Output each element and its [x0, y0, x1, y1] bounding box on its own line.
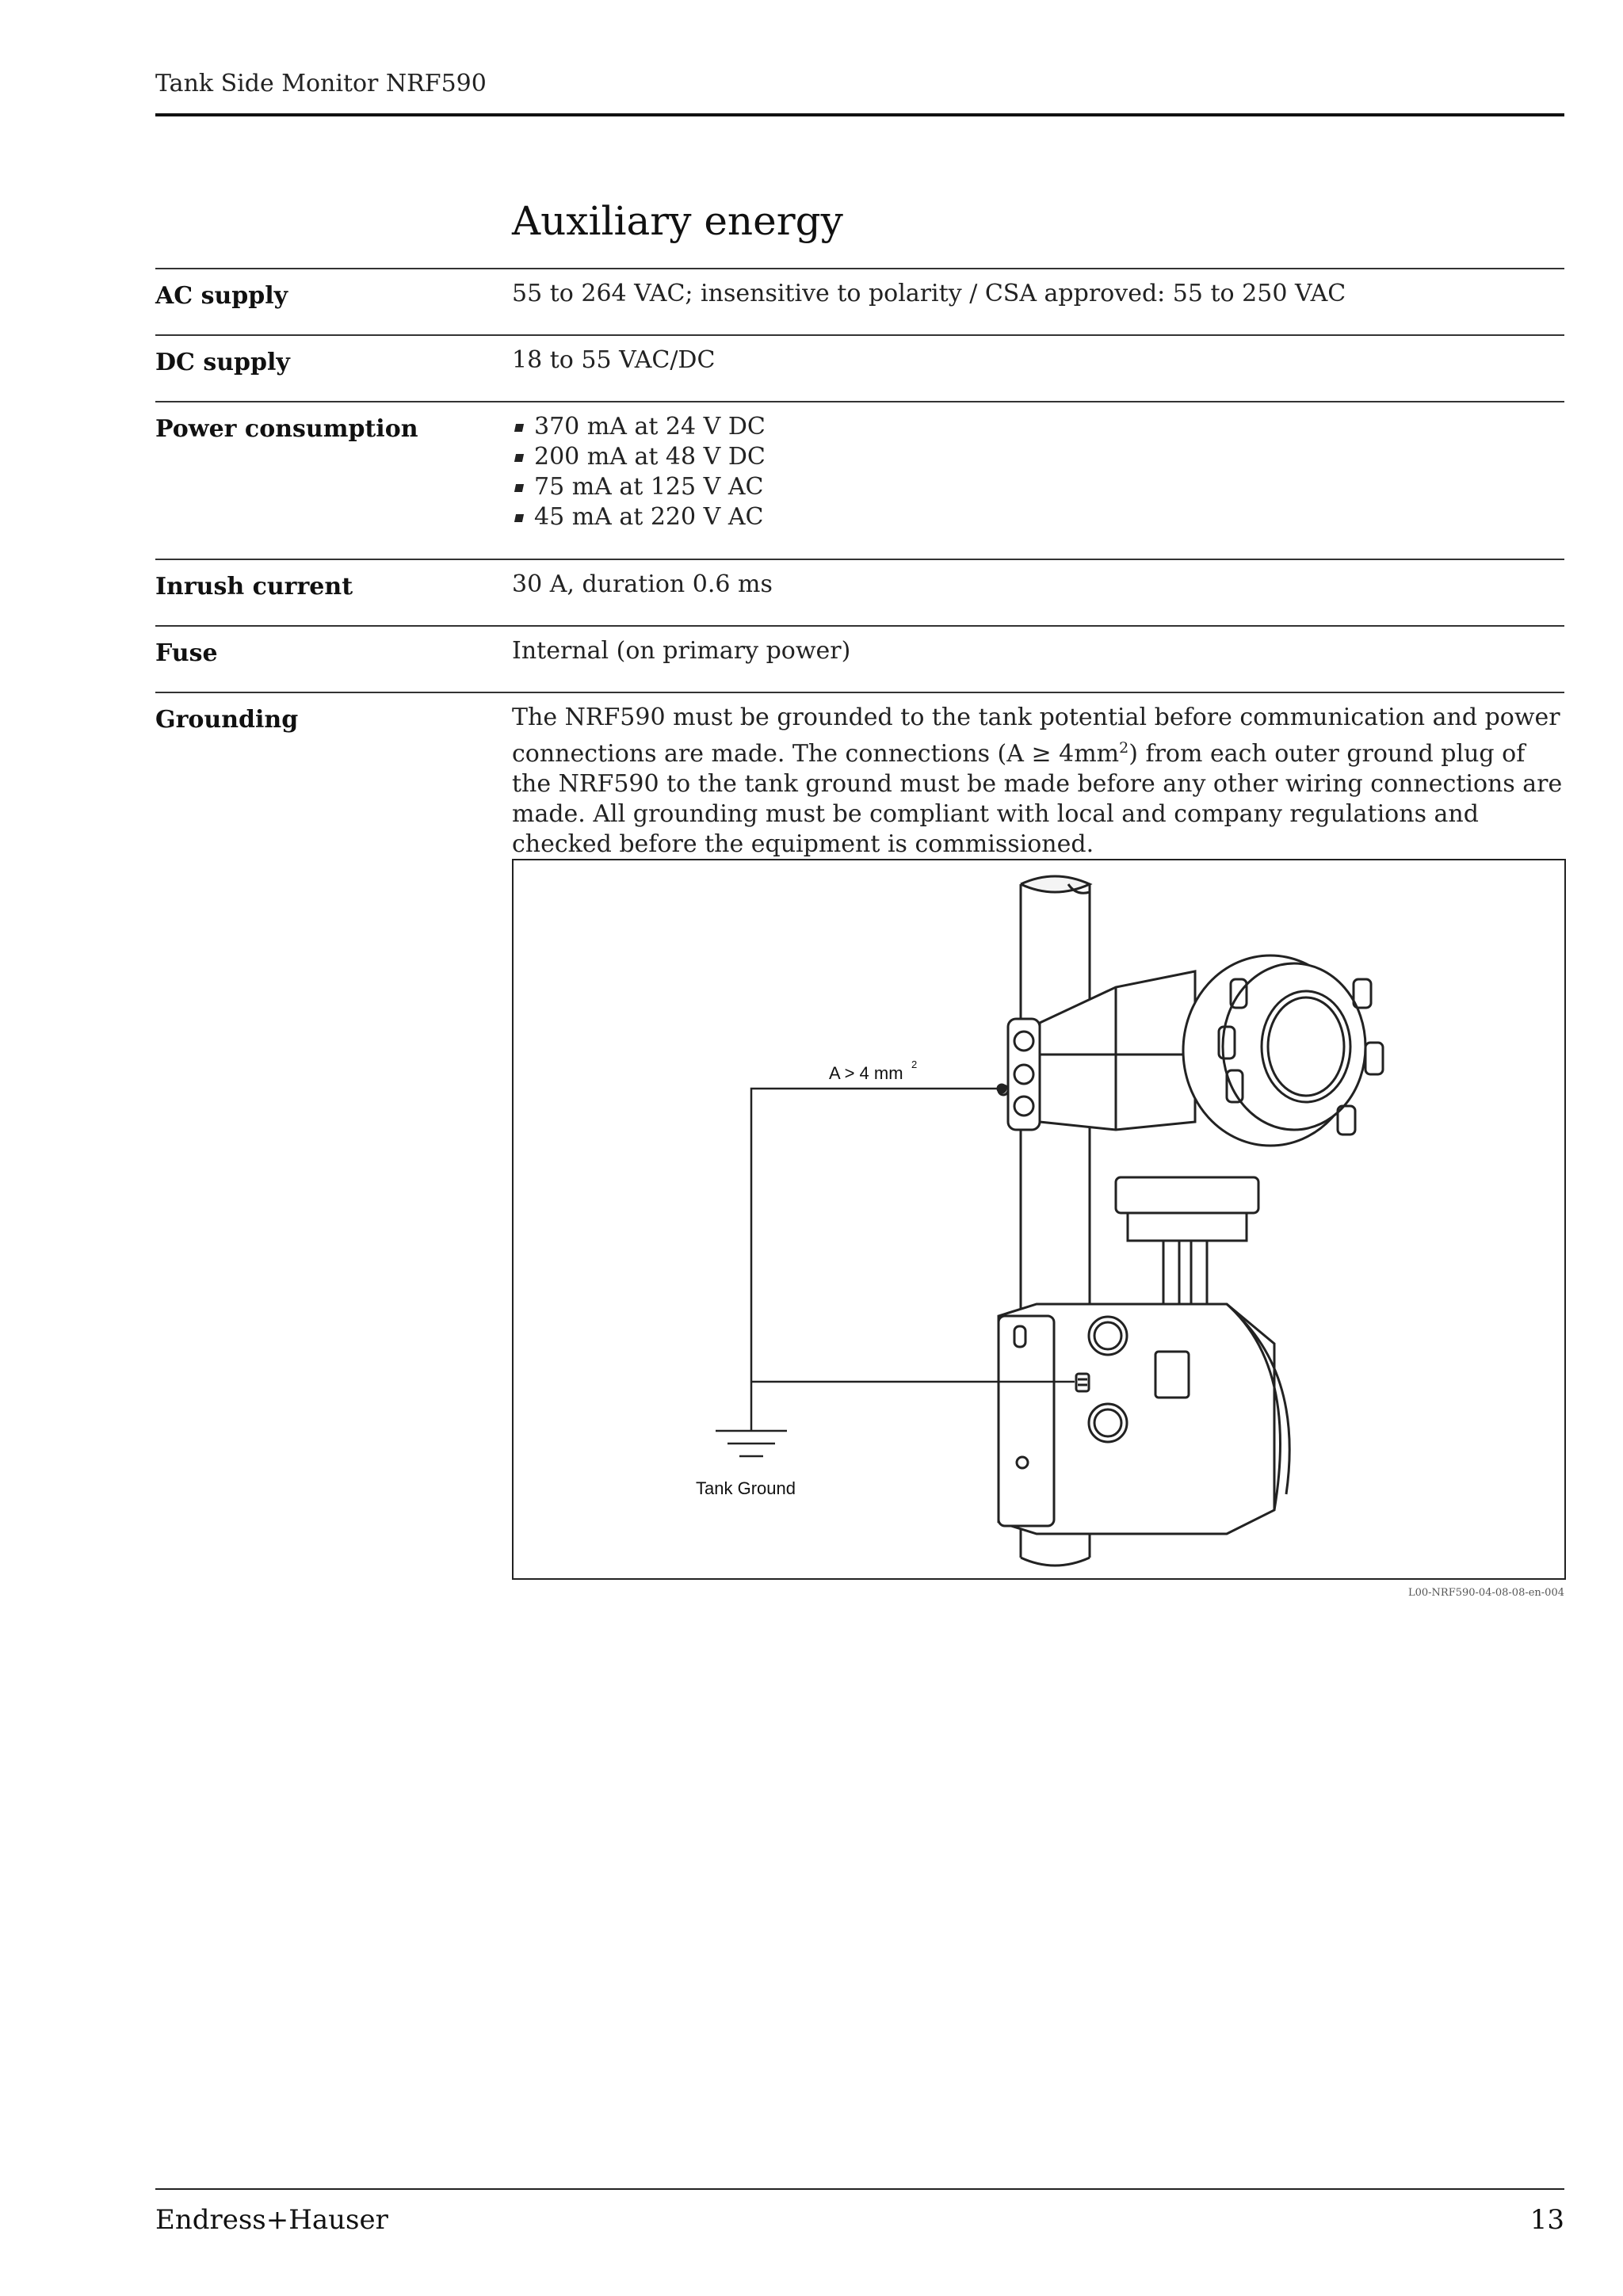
dc-supply-label: DC supply [155, 349, 290, 376]
inrush-current-label: Inrush current [155, 573, 353, 601]
row-divider [155, 625, 1564, 627]
ac-supply-label: AC supply [155, 282, 288, 310]
housing-neck [1116, 1177, 1258, 1316]
row-divider [155, 559, 1564, 560]
upper-housing [1040, 955, 1383, 1146]
list-item: 75 mA at 125 V AC [512, 472, 766, 502]
fuse-label: Fuse [155, 639, 218, 667]
list-item: 45 mA at 220 V AC [512, 502, 766, 532]
list-item: 200 mA at 48 V DC [512, 442, 766, 472]
grounding-text-part1: The NRF590 must be grounded to the tank potential before communication and power connections are made. The connections (A ≥ 4mm [512, 704, 1560, 768]
ground-terminal-upper [998, 1085, 1006, 1093]
running-header: Tank Side Monitor NRF590 [155, 70, 487, 97]
power-consumption-value [512, 412, 766, 532]
wire-size-label: A > 4 mm [829, 1063, 903, 1083]
power-consumption-label: Power consumption [155, 415, 418, 443]
ground-terminal-lower [1076, 1374, 1089, 1391]
dc-supply-value: 18 to 55 VAC/DC [512, 346, 716, 374]
row-divider [155, 268, 1564, 269]
grounding-text [512, 703, 1566, 860]
row-divider [155, 692, 1564, 693]
footer-brand: Endress+Hauser [155, 2204, 388, 2236]
row-divider [155, 401, 1564, 402]
tank-ground-label: Tank Ground [696, 1478, 796, 1498]
grounding-text-part2: ) from each outer ground plug of the NRF590 to the tank ground must be made before any other wiring connections are made. All grounding must be compliant with local and company regulations and checked before the equipment is commissioned. [512, 740, 1563, 858]
wire-size-superscript: 2 [911, 1058, 918, 1070]
power-consumption-list [512, 412, 766, 532]
grounding-figure [512, 859, 1566, 1580]
footer-rule [155, 2188, 1564, 2190]
header-rule [155, 113, 1564, 116]
grounding-diagram [514, 860, 1564, 1578]
grounding-label: Grounding [155, 706, 299, 734]
lower-housing [999, 1304, 1289, 1534]
upper-clamp [999, 1019, 1040, 1130]
row-divider [155, 334, 1564, 336]
grounding-text-superscript: 2 [1119, 739, 1129, 757]
figure-id: L00-NRF590-04-08-08-en-004 [1407, 1587, 1564, 1599]
inrush-current-value: 30 A, duration 0.6 ms [512, 570, 773, 598]
list-item: 370 mA at 24 V DC [512, 412, 766, 442]
section-title: Auxiliary energy [512, 198, 843, 244]
page-number: 13 [1529, 2204, 1564, 2236]
fuse-value: Internal (on primary power) [512, 637, 851, 665]
ac-supply-value: 55 to 264 VAC; insensitive to polarity / CSA approved: 55 to 250 VAC [512, 280, 1346, 307]
